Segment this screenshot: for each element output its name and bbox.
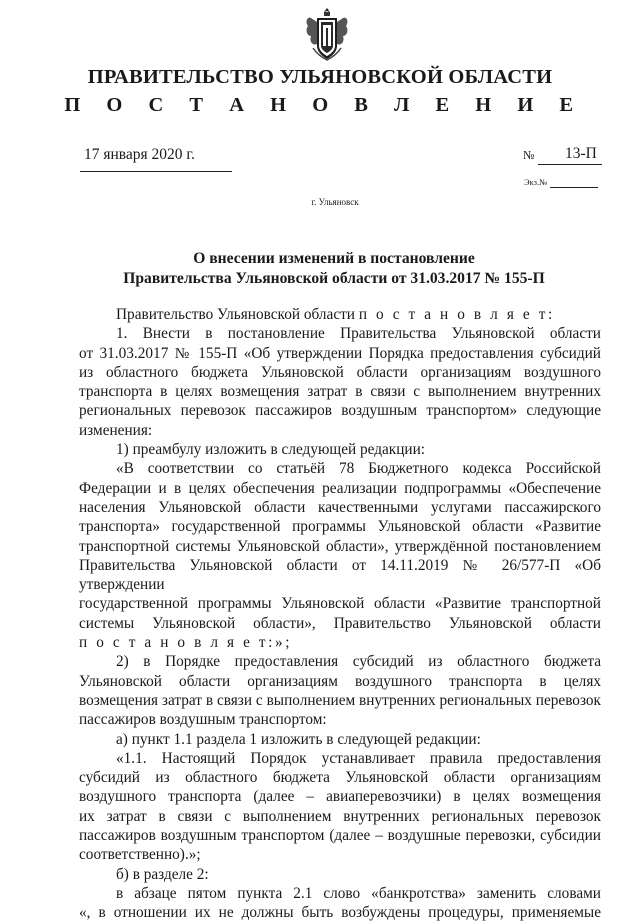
body-line: населения Ульяновской области качественными услугами пассажирского bbox=[79, 498, 601, 516]
body-line bbox=[79, 305, 601, 324]
document-date: 17 января 2020 г. bbox=[84, 146, 195, 163]
body-line: 2) в Порядке предоставления субсидий из областного бюджета bbox=[116, 653, 601, 671]
body-line: транспорта» государственной программы Ульяновской области «Развитие bbox=[79, 518, 601, 536]
body-line: их затрат в связи с выполнением внутренних региональных перевозок bbox=[79, 807, 601, 825]
body-line: Федерации и в целях обеспечения реализации подпрограммы «Обеспечение bbox=[79, 479, 601, 497]
body-emphasis: п о с т а н о в л я е т: bbox=[358, 306, 555, 323]
body-line: системы Ульяновской области», Правительство Ульяновской области bbox=[79, 614, 601, 632]
body-line: пассажиров воздушным транспортом (далее – воздушные перевозки, субсидии bbox=[79, 827, 601, 845]
body-line: б) в разделе 2: bbox=[116, 865, 209, 883]
body-line: от 31.03.2017 № 155-П «Об утверждении Порядка предоставления субсидий bbox=[79, 344, 601, 362]
body-line: возмещения затрат в связи с выполнением внутренних региональных перевозок bbox=[79, 691, 601, 709]
copy-underline bbox=[550, 187, 598, 188]
body-line: субсидий из областного бюджета Ульяновской области организациям bbox=[79, 769, 601, 787]
body-line: 1) преамбулу изложить в следующей редакции: bbox=[116, 441, 426, 459]
body-line: а) пункт 1.1 раздела 1 изложить в следующей редакции: bbox=[116, 730, 481, 748]
body-line: «1.1. Настоящий Порядок устанавливает правила предоставления bbox=[116, 749, 601, 767]
body-line: из областного бюджета Ульяновской области организациям воздушного bbox=[79, 363, 601, 381]
body-line: региональных перевозок пассажиров воздушным транспортом» следующие bbox=[79, 402, 601, 420]
body-text: Правительство Ульяновской области bbox=[116, 306, 355, 323]
coat-of-arms-icon bbox=[303, 6, 351, 62]
document-type: П О С Т А Н О В Л Е Н И Е bbox=[64, 94, 584, 116]
document-title bbox=[0, 249, 640, 288]
body-line: «В соответствии со статьёй 78 Бюджетного кодекса Российской bbox=[116, 460, 601, 478]
title-line: Правительства Ульяновской области от 31.03.2017 № 155-П bbox=[123, 269, 545, 287]
body-line: в абзаце пятом пункта 2.1 слово «банкротства» заменить словами bbox=[116, 884, 601, 902]
government-name: ПРАВИТЕЛЬСТВО УЛЬЯНОВСКОЙ ОБЛАСТИ bbox=[87, 66, 553, 88]
title-line: О внесении изменений в постановление bbox=[193, 250, 475, 267]
number-label: № bbox=[523, 148, 535, 162]
body-line: изменения: bbox=[79, 421, 153, 439]
body-line: «, в отношении их не должны быть возбуждены процедуры, применяемые bbox=[79, 904, 601, 922]
body-line: п о с т а н о в л я е т:»; bbox=[79, 634, 293, 652]
body-line: воздушного транспорта (далее – авиаперевозчики) в целях возмещения bbox=[79, 788, 601, 806]
document-number: 13-П bbox=[565, 145, 597, 162]
copy-label: Экз.№ bbox=[524, 177, 548, 187]
body-line: транспортной системы Ульяновской области», утверждённой постановлением bbox=[79, 537, 601, 555]
city: г. Ульяновск bbox=[311, 197, 359, 207]
date-underline bbox=[80, 171, 232, 172]
body-line: 1. Внести в постановление Правительства Ульяновской области bbox=[116, 325, 601, 343]
body-line: транспорта в целях возмещения затрат в связи с выполнением внутренних bbox=[79, 383, 601, 401]
number-underline bbox=[538, 164, 602, 165]
body-line: пассажиров воздушным транспортом: bbox=[79, 711, 327, 729]
body-line: государственной программы Ульяновской области «Развитие транспортной bbox=[79, 595, 601, 613]
body-line: Ульяновской области организациям воздушного транспорта в целях bbox=[79, 672, 601, 690]
body-line: Правительства Ульяновской области от 14.11.2019 № 26/577-П «Об утверждении bbox=[79, 556, 601, 594]
document-body bbox=[79, 305, 601, 923]
body-line: соответственно).»; bbox=[79, 846, 201, 864]
